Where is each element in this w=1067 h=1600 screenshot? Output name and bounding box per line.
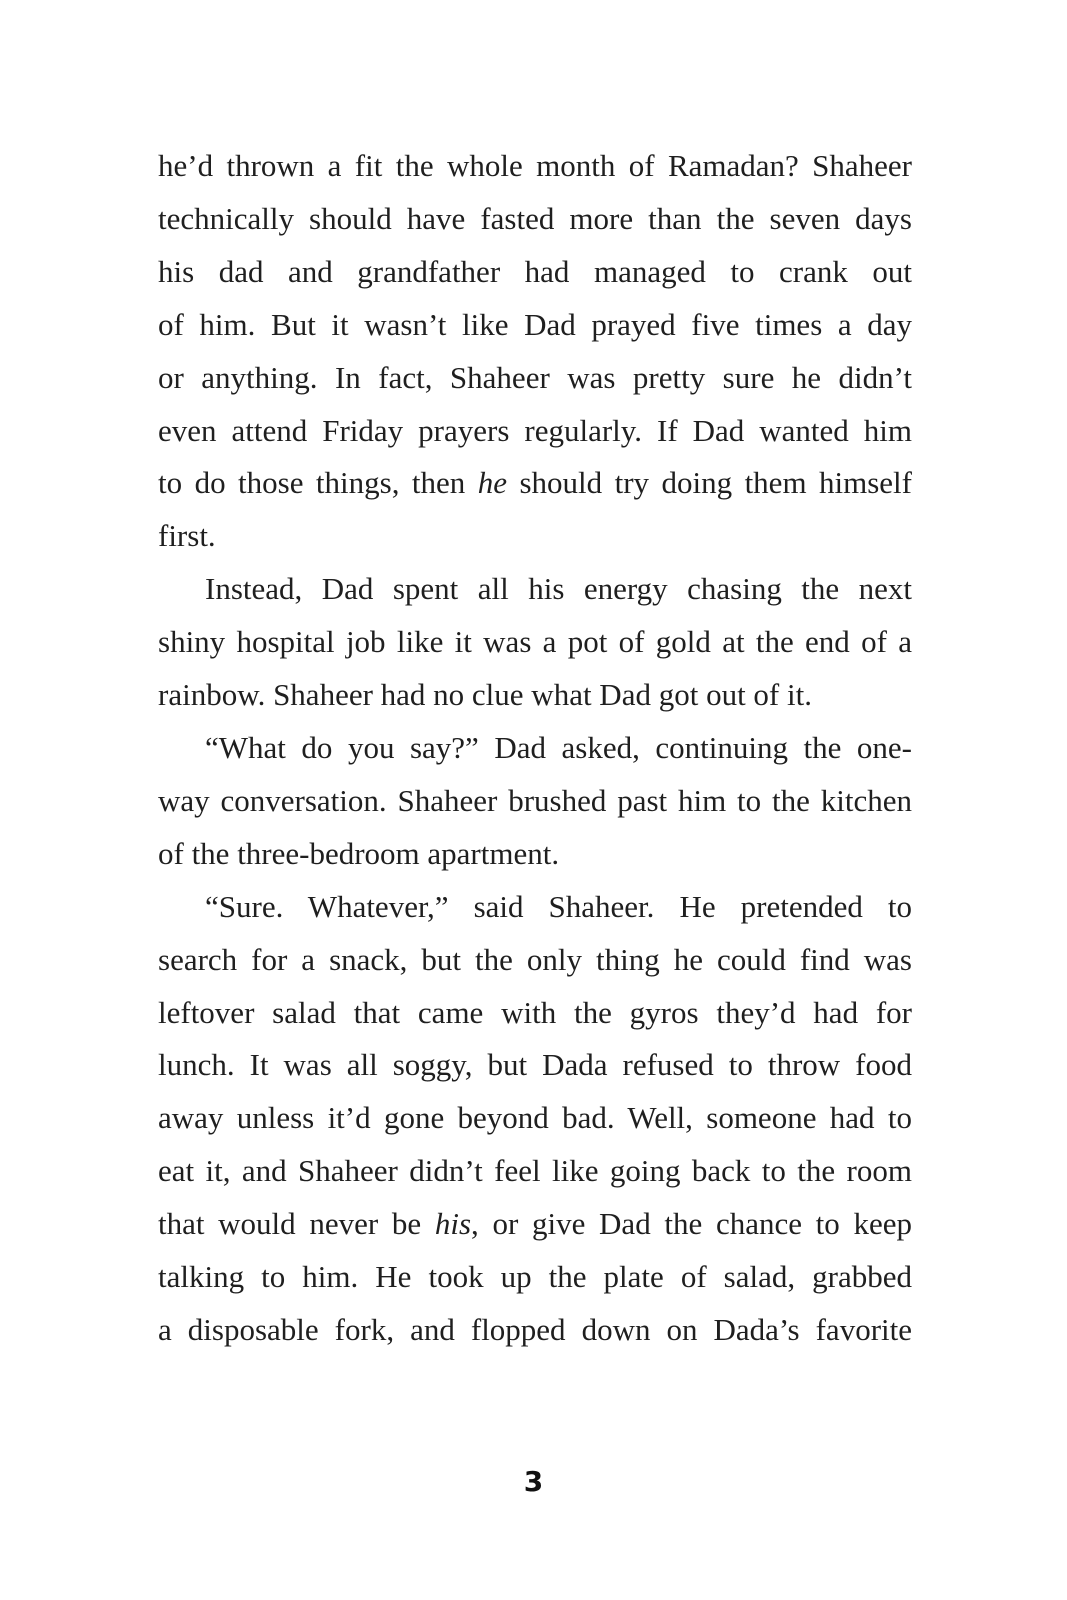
text-run: of him. But it wasn’t like Dad prayed five times a day xyxy=(158,306,912,342)
text-line xyxy=(158,405,912,458)
paragraph xyxy=(158,881,912,1357)
paragraph xyxy=(158,140,912,563)
page-number: 3 xyxy=(523,1465,544,1498)
emphasis-text: he xyxy=(477,465,508,501)
text-line xyxy=(158,722,912,775)
text-run: Instead, Dad spent all his energy chasing the next xyxy=(205,571,912,607)
text-line xyxy=(158,140,912,193)
text-line xyxy=(158,563,912,616)
text-line xyxy=(158,299,912,352)
text-run: first. xyxy=(158,518,216,554)
text-run: even attend Friday prayers regularly. If Dad wanted him xyxy=(158,412,912,448)
text-run: away unless it’d gone beyond bad. Well, someone had to xyxy=(158,1100,912,1136)
text-run: “What do you say?” Dad asked, continuing the one- xyxy=(205,729,912,765)
text-run: talking to him. He took up the plate of salad, grabbed xyxy=(158,1259,912,1295)
text-line xyxy=(158,616,912,669)
text-line xyxy=(158,1039,912,1092)
text-run: a disposable fork, and flopped down on Dada’s favorite xyxy=(158,1311,912,1347)
paragraph xyxy=(158,722,912,881)
text-run: should try doing them himself xyxy=(507,465,912,501)
text-line xyxy=(158,775,912,828)
text-run: technically should have fasted more than the seven days xyxy=(158,200,912,236)
body-text xyxy=(158,140,912,1357)
text-line xyxy=(158,669,912,722)
paragraph xyxy=(158,563,912,722)
text-line xyxy=(158,246,912,299)
text-line xyxy=(158,457,912,510)
text-run: leftover salad that came with the gyros they’d had for xyxy=(158,994,912,1030)
text-run: shiny hospital job like it was a pot of gold at the end of a xyxy=(158,624,912,660)
text-line xyxy=(158,193,912,246)
text-line xyxy=(158,1304,912,1357)
text-line xyxy=(158,987,912,1040)
emphasis-text: his xyxy=(434,1206,472,1242)
text-line xyxy=(158,1251,912,1304)
text-run: or anything. In fact, Shaheer was pretty sure he didn’t xyxy=(158,359,912,395)
text-run: his dad and grandfather had managed to crank out xyxy=(158,253,912,289)
text-run: “Sure. Whatever,” said Shaheer. He pretended to xyxy=(205,888,912,924)
text-run: lunch. It was all soggy, but Dada refused to throw food xyxy=(158,1047,912,1083)
text-line xyxy=(158,934,912,987)
text-run: rainbow. Shaheer had no clue what Dad got out of it. xyxy=(158,677,812,713)
text-line xyxy=(158,1092,912,1145)
text-run: to do those things, then xyxy=(158,465,478,501)
text-run: of the three-bedroom apartment. xyxy=(158,835,560,871)
text-line xyxy=(158,1145,912,1198)
text-run: search for a snack, but the only thing he could find was xyxy=(158,941,912,977)
text-run: , or give Dad the chance to keep xyxy=(471,1206,912,1242)
text-run: way conversation. Shaheer brushed past him to the kitchen xyxy=(158,782,912,818)
text-line xyxy=(158,828,912,881)
text-line xyxy=(158,352,912,405)
text-run: that would never be xyxy=(158,1206,435,1242)
text-line xyxy=(158,881,912,934)
text-run: eat it, and Shaheer didn’t feel like going back to the room xyxy=(158,1153,912,1189)
text-line xyxy=(158,1198,912,1251)
text-run: he’d thrown a fit the whole month of Ramadan? Shaheer xyxy=(158,148,912,183)
text-line xyxy=(158,510,912,563)
